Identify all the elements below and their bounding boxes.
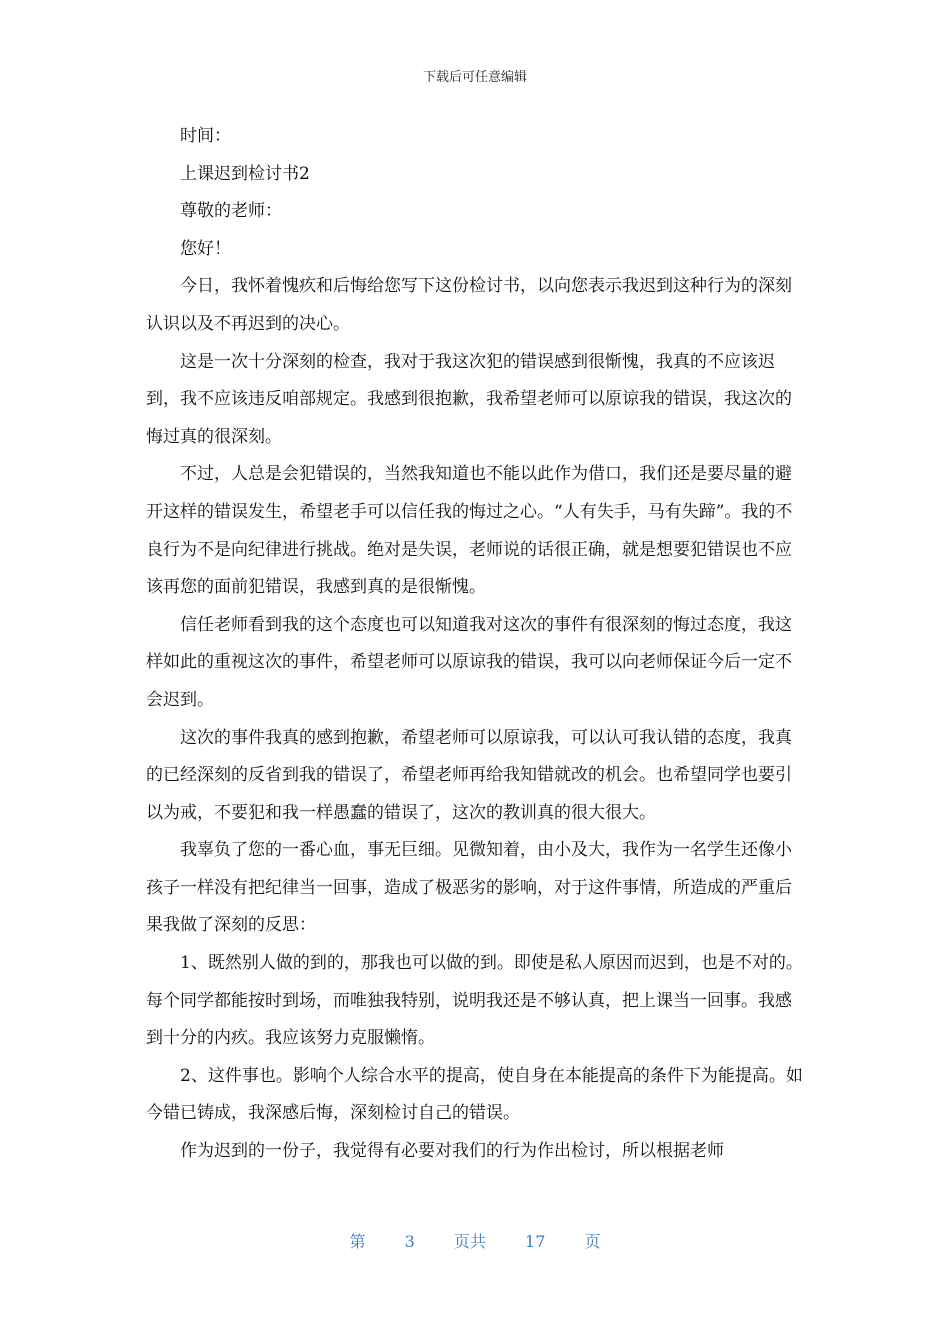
- paragraph: 这次的事件我真的感到抱歉，希望老师可以原谅我，可以认可我认错的态度，我真的已经深刻的反省到我的错误了，希望老师再给我知错就改的机会。也希望同学也要引以为戒，不要犯和我一样愚蠢的错误了，这次的教训真的很大很大。: [146, 727, 792, 823]
- document-body: [146, 118, 806, 1171]
- page-number: 3: [404, 1232, 415, 1251]
- paragraph: 2、这件事也。影响个人综合水平的提高，使自身在本能提高的条件下为能提高。如今错已铸成，我深感后悔，深刻检讨自己的错误。: [146, 1065, 803, 1124]
- greeting: 您好！: [180, 238, 231, 259]
- page-middle: 页共: [453, 1232, 486, 1251]
- paragraph: 今日，我怀着愧疚和后悔给您写下这份检讨书，以向您表示我迟到这种行为的深刻认识以及不再迟到的决心。: [146, 276, 792, 334]
- page-header-note: 下载后可任意编辑: [422, 70, 527, 85]
- page-footer: [0, 1229, 950, 1252]
- salutation: 尊敬的老师：: [180, 201, 282, 222]
- page-suffix: 页: [584, 1232, 601, 1251]
- paragraph: 作为迟到的一份子，我觉得有必要对我们的行为作出检讨，所以根据老师: [180, 1141, 724, 1162]
- paragraph: 我辜负了您的一番心血，事无巨细。见微知着，由小及大，我作为一名学生还像小孩子一样没有把纪律当一回事，造成了极恶劣的影响，对于这件事情，所造成的严重后果我做了深刻的反思：: [146, 840, 792, 936]
- document-title: 上课迟到检讨书2: [180, 163, 310, 184]
- paragraph: 信任老师看到我的这个态度也可以知道我对这次的事件有很深刻的悔过态度，我这样如此的重视这次的事件，希望老师可以原谅我的错误，我可以向老师保证今后一定不会迟到。: [146, 614, 792, 710]
- time-label: 时间：: [180, 126, 231, 146]
- page-total: 17: [525, 1232, 546, 1251]
- paragraph: 不过，人总是会犯错误的，当然我知道也不能以此作为借口，我们还是要尽量的避开这样的错误发生，希望老手可以信任我的悔过之心。“人有失手，马有失蹄”。我的不良行为不是向纪律进行挑战。绝对是失误，老师说的话很正确，就是想要犯错误也不应该再您的面前犯错误，我感到真的是很惭愧。: [146, 464, 793, 598]
- page-prefix: 第: [349, 1232, 366, 1251]
- paragraph: 1、既然别人做的到的，那我也可以做的到。即使是私人原因而迟到，也是不对的。每个同学都能按时到场，而唯独我特别，说明我还是不够认真，把上课当一回事。我感到十分的内疚。我应该努力克服懒惰。: [146, 953, 803, 1049]
- paragraph: 这是一次十分深刻的检查，我对于我这次犯的错误感到很惭愧，我真的不应该迟到，我不应该违反咱部规定。我感到很抱歉，我希望老师可以原谅我的错误，我这次的悔过真的很深刻。: [146, 351, 792, 447]
